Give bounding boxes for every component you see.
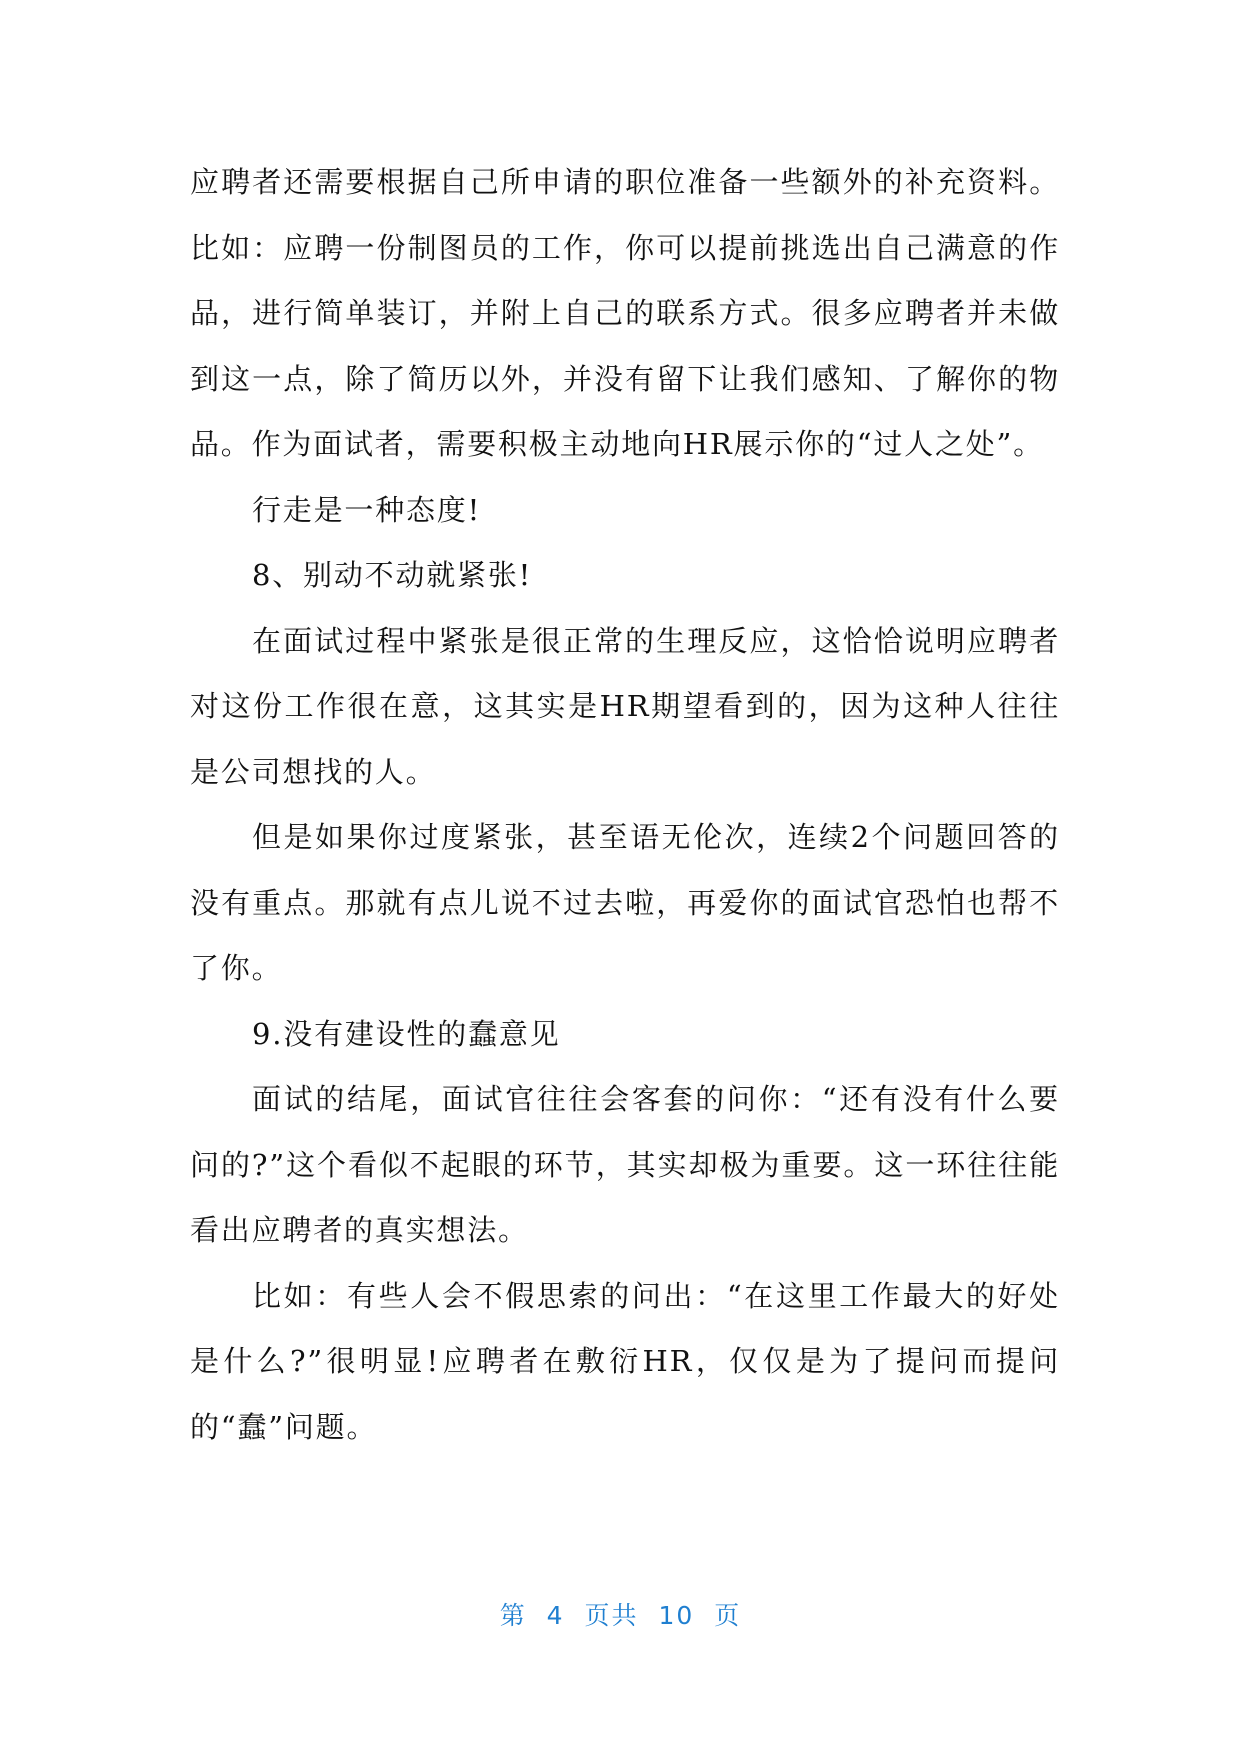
paragraph-4: 但是如果你过度紧张，甚至语无伦次，连续2个问题回答的没有重点。那就有点儿说不过去啦，再爱你的面试官恐怕也帮不了你。 <box>190 820 1060 985</box>
footer-current-page: 4 <box>546 1601 565 1630</box>
footer-total-pages: 10 <box>658 1601 695 1630</box>
document-body <box>190 150 1060 1460</box>
footer-label-prefix: 第 <box>499 1601 527 1630</box>
paragraph-6: 比如：有些人会不假思索的问出：“在这里工作最大的好处是什么?”很明显!应聘者在敷衍HR，仅仅是为了提问而提问的“蠢”问题。 <box>190 1278 1060 1444</box>
footer-label-middle: 页共 <box>584 1601 639 1630</box>
footer-label-suffix: 页 <box>714 1601 742 1630</box>
paragraph-1: 应聘者还需要根据自己所申请的职位准备一些额外的补充资料。比如：应聘一份制图员的工作，你可以提前挑选出自己满意的作品，进行简单装订，并附上自己的联系方式。很多应聘者并未做到这一点，除了简历以外，并没有留下让我们感知、了解你的物品。作为面试者，需要积极主动地向HR展示你的“过人之处”。 <box>190 165 1060 461</box>
section-heading-8: 8、别动不动就紧张! <box>252 558 533 592</box>
paragraph-3: 在面试过程中紧张是很正常的生理反应，这恰恰说明应聘者对这份工作很在意，这其实是HR期望看到的，因为这种人往往是公司想找的人。 <box>190 623 1060 789</box>
paragraph-5: 面试的结尾，面试官往往会客套的问你：“还有没有什么要问的?”这个看似不起眼的环节，其实却极为重要。这一环往往能看出应聘者的真实想法。 <box>190 1082 1060 1247</box>
paragraph-2: 行走是一种态度! <box>252 492 482 527</box>
page-footer <box>0 1596 1241 1632</box>
section-heading-9: 9.没有建设性的蠢意见 <box>252 1016 561 1051</box>
